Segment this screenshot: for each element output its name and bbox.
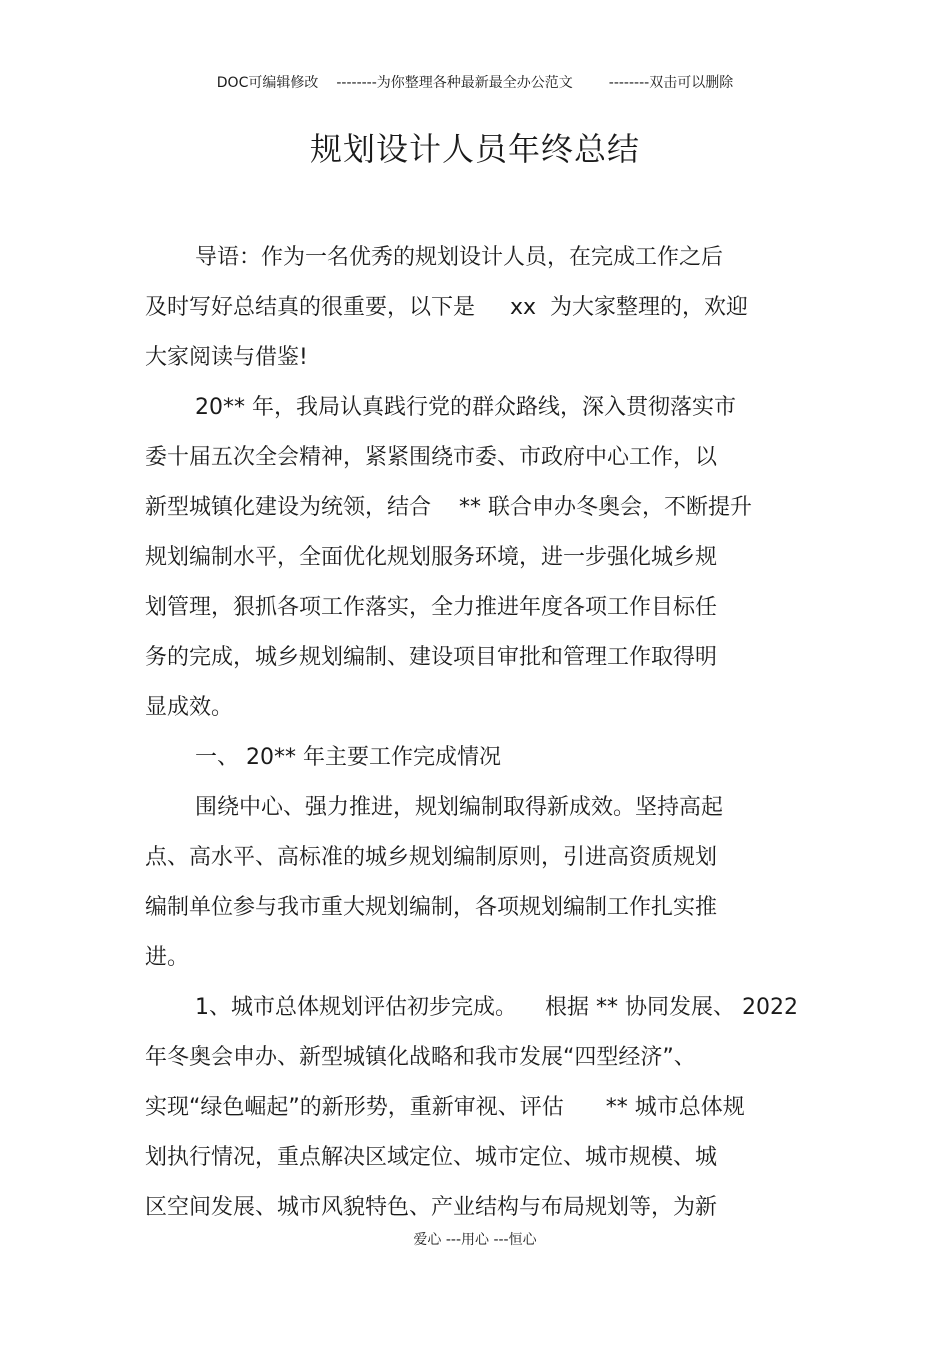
document-title: 规划设计人员年终总结 — [309, 130, 640, 168]
body-line: 新型城镇化建设为统领，结合 ** 联合申办冬奥会，不断提升 — [145, 495, 752, 520]
header-delete-hint: --------双击可以删除 — [608, 75, 734, 91]
body-line: 进。 — [145, 945, 190, 970]
body-line: 围绕中心、强力推进，规划编制取得新成效。坚持高起 — [195, 795, 724, 820]
body-line: 务的完成，城乡规划编制、建设项目审批和管理工作取得明 — [145, 645, 718, 670]
header-doc-label: DOC可编辑修改 — [216, 75, 319, 91]
page-footer: 爱心 ---用心 ---恒心 — [413, 1232, 537, 1248]
body-line: 委十届五次全会精神，紧紧围绕市委、市政府中心工作，以 — [145, 445, 718, 470]
page-header — [0, 72, 950, 92]
body-line: 20** 年，我局认真践行党的群众路线，深入贯彻落实市 — [195, 395, 736, 420]
body-line: 实现“绿色崛起”的新形势，重新审视、评估 ** 城市总体规 — [145, 1095, 745, 1120]
body-line: 大家阅读与借鉴! — [145, 345, 308, 370]
body-line: 划执行情况，重点解决区域定位、城市定位、城市规模、城 — [145, 1145, 718, 1170]
body-line: 导语：作为一名优秀的规划设计人员，在完成工作之后 — [195, 245, 724, 270]
body-line: 编制单位参与我市重大规划编制，各项规划编制工作扎实推 — [145, 895, 718, 920]
section-heading: 一、 20** 年主要工作完成情况 — [195, 745, 501, 770]
body-line: 1、城市总体规划评估初步完成。 根据 ** 协同发展、 2022 — [195, 995, 798, 1020]
body-line: 显成效。 — [145, 695, 234, 720]
header-tagline: --------为你整理各种最新最全办公范文 — [336, 75, 573, 91]
body-line: 规划编制水平，全面优化规划服务环境，进一步强化城乡规 — [145, 545, 718, 570]
body-line: 及时写好总结真的很重要，以下是 xx 为大家整理的，欢迎 — [145, 295, 748, 320]
body-line: 划管理，狠抓各项工作落实，全力推进年度各项工作目标任 — [145, 595, 718, 620]
body-line: 区空间发展、城市风貌特色、产业结构与布局规划等，为新 — [145, 1195, 718, 1220]
body-line: 年冬奥会申办、新型城镇化战略和我市发展“四型经济”、 — [145, 1045, 696, 1070]
body-line: 点、高水平、高标准的城乡规划编制原则，引进高资质规划 — [145, 845, 718, 870]
